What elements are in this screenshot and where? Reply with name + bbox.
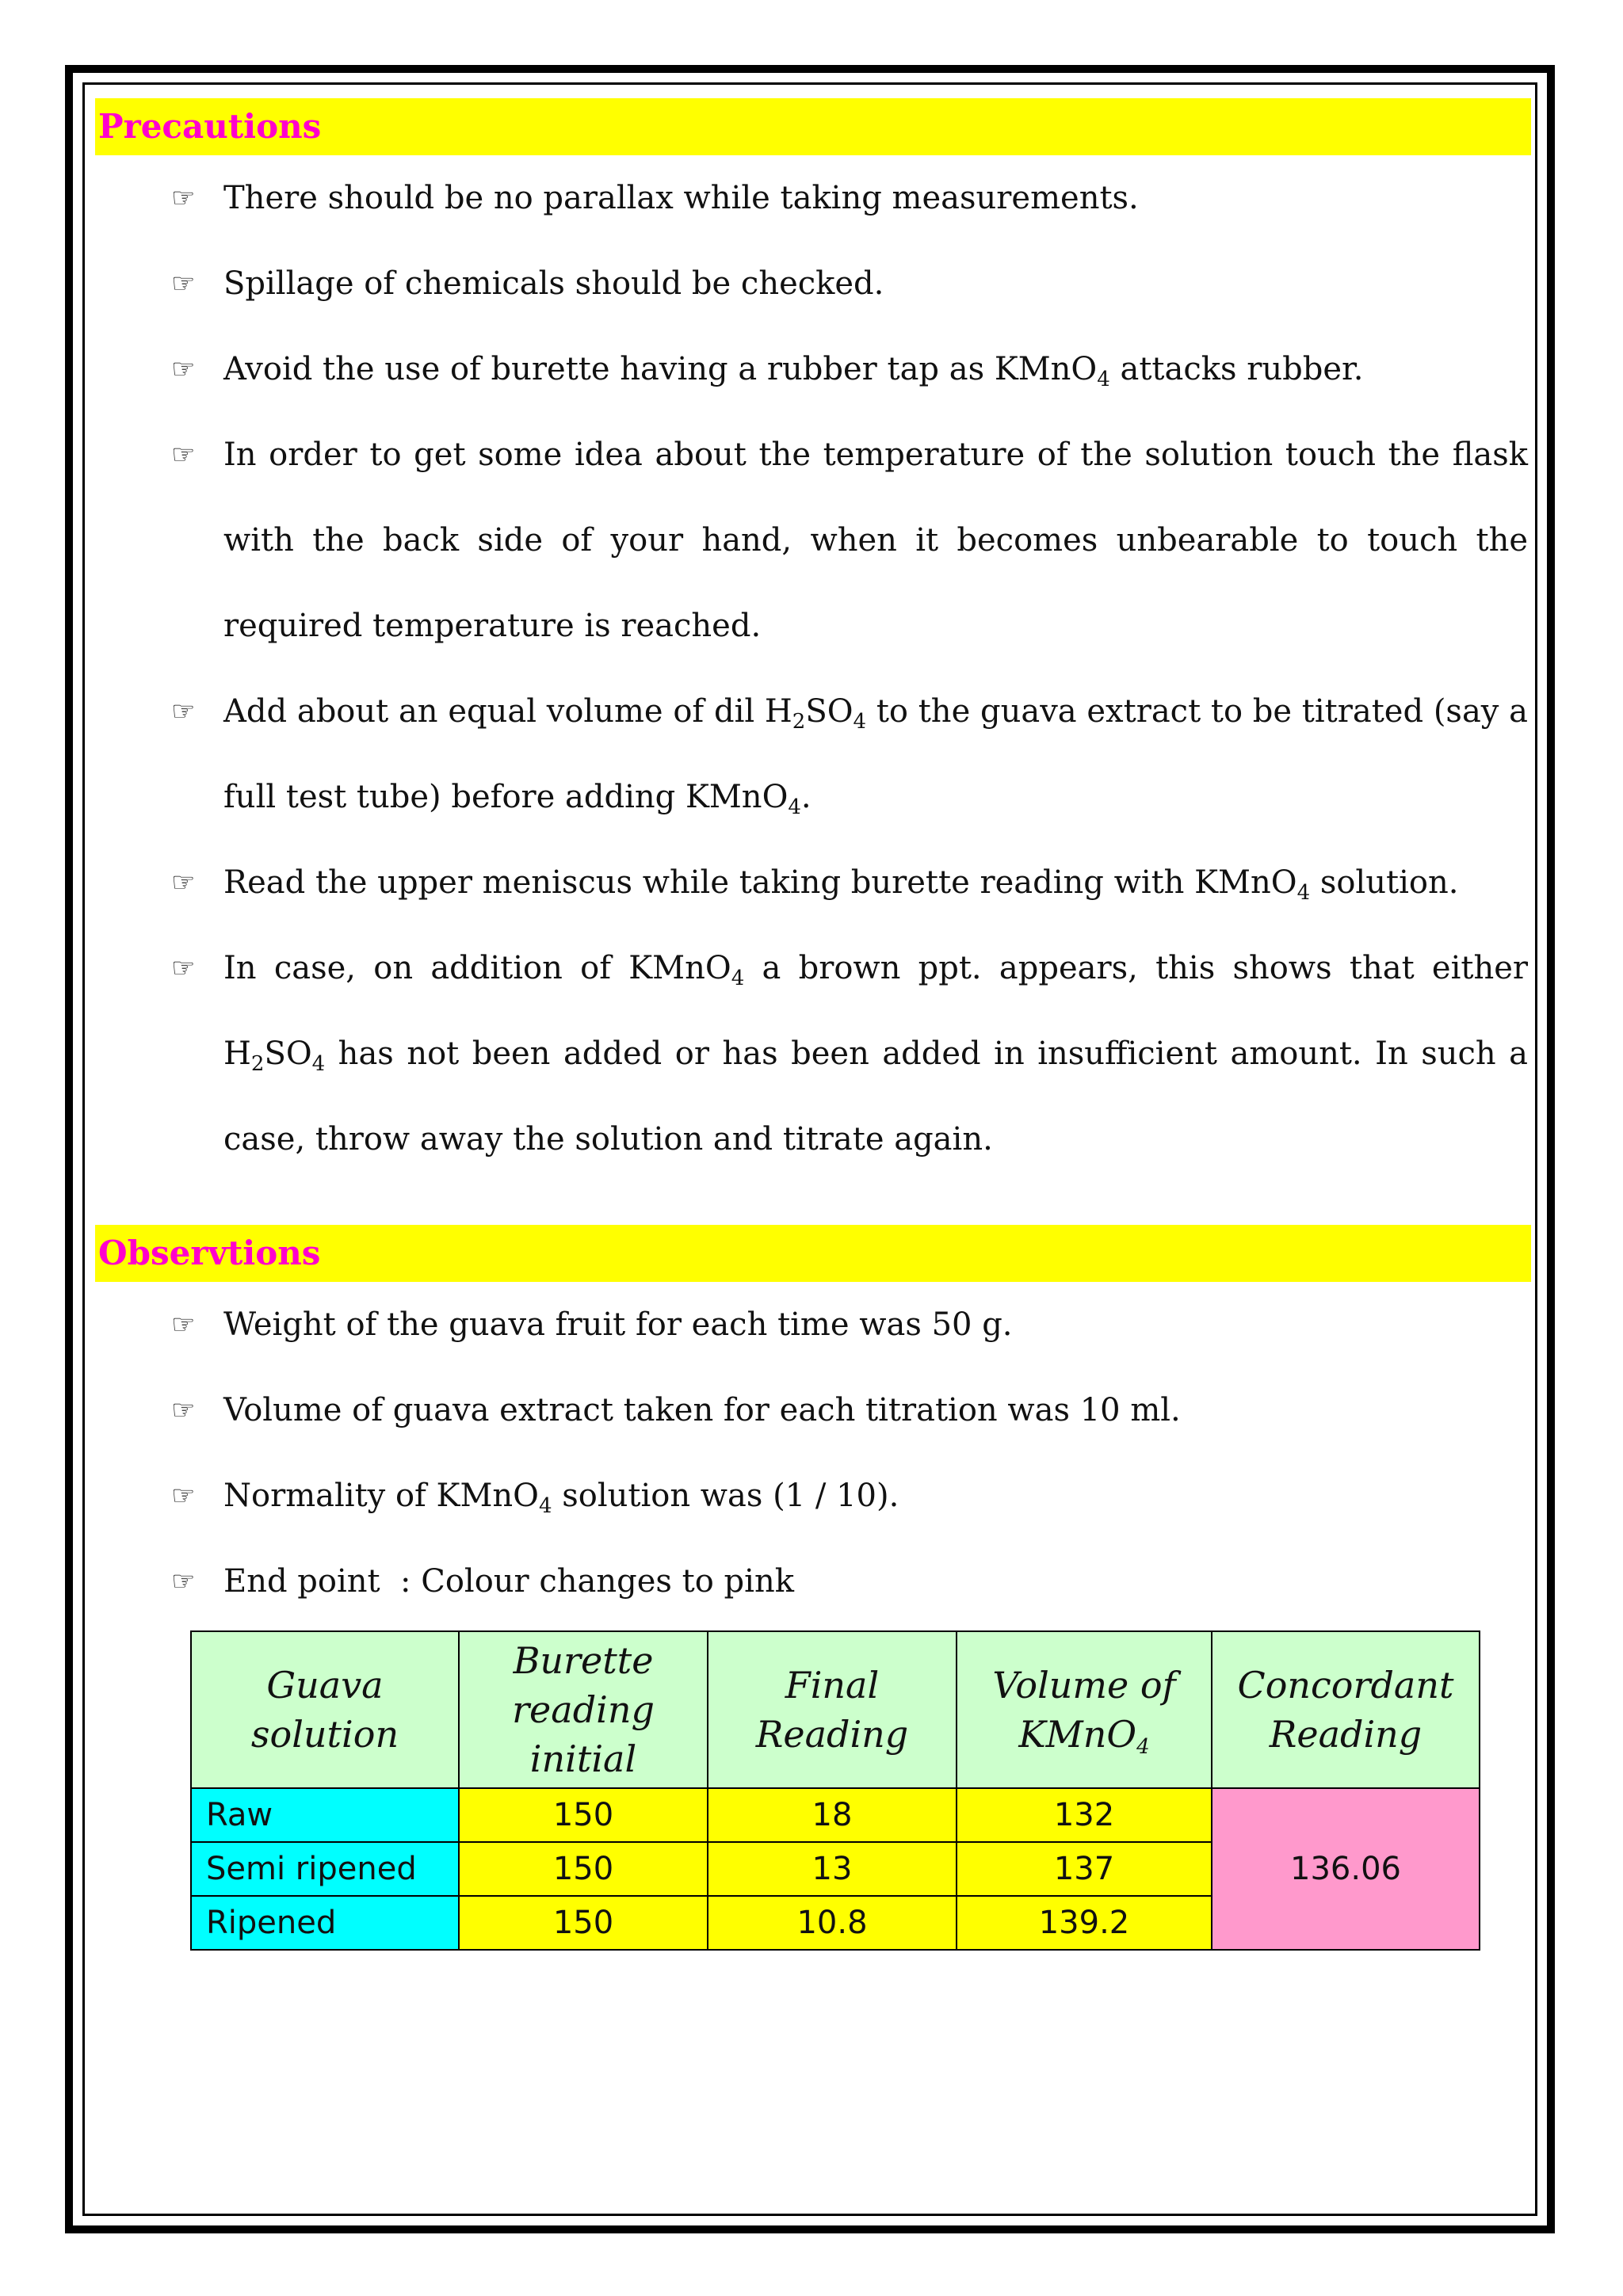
precaution-item: ☞ In case, on addition of KMnO$_4$ a brown ppt. appears, this shows that either $H_2SO_4$ has not been added or has been added in insufficient amount. In such a case, throw away the solution and titrate again. xyxy=(95,925,1531,1182)
pointing-hand-icon: ☞ xyxy=(171,268,196,299)
observation-table xyxy=(190,1630,1480,1951)
precaution-item: ☞ Add about an equal volume of dil $H_2SO_4$ to the guava extract to be titrated (say a full test tube) before adding KMnO$_4$. xyxy=(95,669,1531,840)
precaution-item: ☞ There should be no parallax while taking measurements. xyxy=(95,155,1531,241)
cell-final: 18 xyxy=(708,1788,957,1842)
pointing-hand-icon: ☞ xyxy=(171,1309,196,1341)
header-concordant-reading: Concordant Reading xyxy=(1212,1631,1480,1788)
precaution-item: ☞ Read the upper meniscus while taking burette reading with KMnO$_4$ solution. xyxy=(95,840,1531,925)
pointing-hand-icon: ☞ xyxy=(171,1394,196,1426)
row-label: Raw xyxy=(191,1788,459,1842)
observations-heading: Observtions xyxy=(95,1225,1531,1282)
cell-concordant: 136.06 xyxy=(1212,1788,1480,1950)
pointing-hand-icon: ☞ xyxy=(171,867,196,898)
cell-initial: 150 xyxy=(459,1788,708,1842)
observation-item: ☞ End point : Colour changes to pink xyxy=(95,1539,1531,1624)
cell-initial: 150 xyxy=(459,1896,708,1950)
header-final-reading: Final Reading xyxy=(708,1631,957,1788)
observation-item: ☞ Normality of KMnO$_4$ solution was (1 / 10). xyxy=(95,1453,1531,1539)
header-guava-solution: Guava solution xyxy=(191,1631,459,1788)
pointing-hand-icon: ☞ xyxy=(171,182,196,214)
header-burette-initial: Burette reading initial xyxy=(459,1631,708,1788)
pointing-hand-icon: ☞ xyxy=(171,353,196,385)
header-volume-kmno4: Volume of KMnO$_4$ xyxy=(957,1631,1212,1788)
cell-volume: 137 xyxy=(957,1842,1212,1896)
observation-item: ☞ Weight of the guava fruit for each time was 50 g. xyxy=(95,1282,1531,1367)
precaution-item: ☞ In order to get some idea about the temperature of the solution touch the flask with the back side of your hand, when it becomes unbearable to touch the required temperature is reached. xyxy=(95,412,1531,669)
observation-item: ☞ Volume of guava extract taken for each titration was 10 ml. xyxy=(95,1367,1531,1453)
table-header-row xyxy=(191,1631,1480,1788)
pointing-hand-icon: ☞ xyxy=(171,696,196,727)
cell-final: 10.8 xyxy=(708,1896,957,1950)
precautions-heading: Precautions xyxy=(95,98,1531,155)
pointing-hand-icon: ☞ xyxy=(171,952,196,984)
cell-volume: 132 xyxy=(957,1788,1212,1842)
page-content xyxy=(95,98,1531,1624)
pointing-hand-icon: ☞ xyxy=(171,439,196,471)
cell-final: 13 xyxy=(708,1842,957,1896)
row-label: Ripened xyxy=(191,1896,459,1950)
pointing-hand-icon: ☞ xyxy=(171,1480,196,1512)
pointing-hand-icon: ☞ xyxy=(171,1566,196,1597)
cell-initial: 150 xyxy=(459,1842,708,1896)
row-label: Semi ripened xyxy=(191,1842,459,1896)
table-row xyxy=(191,1788,1480,1842)
cell-volume: 139.2 xyxy=(957,1896,1212,1950)
precaution-item: ☞ Spillage of chemicals should be checked. xyxy=(95,241,1531,326)
precaution-item: ☞ Avoid the use of burette having a rubber tap as KMnO$_4$ attacks rubber. xyxy=(95,326,1531,412)
